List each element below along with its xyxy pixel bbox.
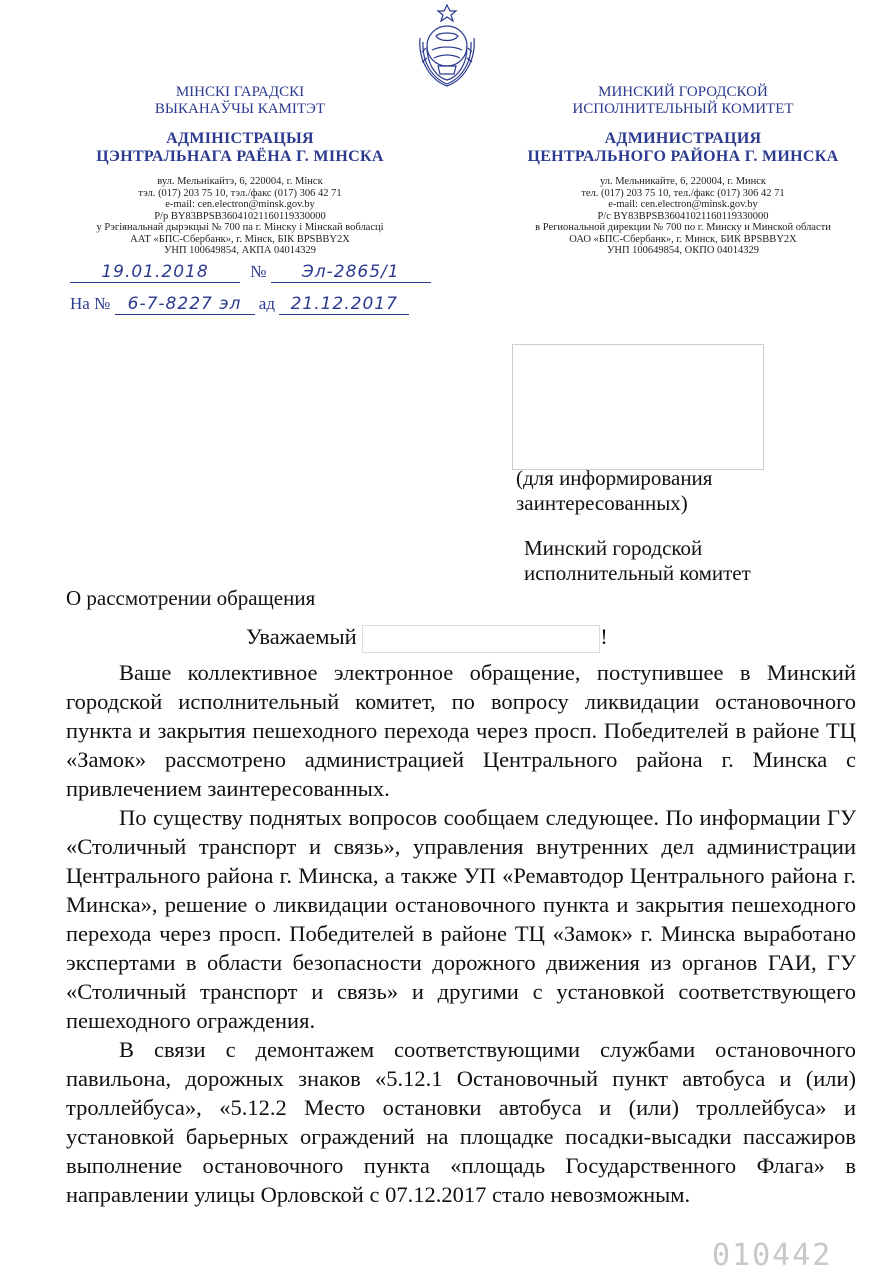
right-detail-email: e-mail: cen.electron@minsk.gov.by xyxy=(608,199,758,210)
right-header-line1: МИНСКИЙ ГОРОДСКОЙ xyxy=(598,84,768,100)
left-detail-phone: тэл. (017) 203 75 10, тэл./факс (017) 306 42 71 xyxy=(138,187,342,199)
right-detail-phone: тел. (017) 203 75 10, тел./факс (017) 306 42 71 xyxy=(581,187,785,199)
left-detail-bank-branch: у Рэгіянальнай дырэкцыі № 700 па г. Мінску і Мінскай вобласці xyxy=(96,222,384,233)
left-detail-account: Р/р BY83BPSB36041021160119330000 xyxy=(154,210,326,222)
left-detail-email: e-mail: cen.electron@minsk.gov.by xyxy=(165,199,315,210)
right-header-title1: АДМИНИСТРАЦИЯ xyxy=(604,130,762,147)
redacted-name xyxy=(362,625,600,653)
recipient-line3: Минский городской xyxy=(524,536,703,560)
registration-date: 19.01.2018 xyxy=(70,262,240,283)
registration-line xyxy=(70,262,450,283)
left-header-line1: МІНСКІ ГАРАДСКІ xyxy=(175,84,305,100)
right-detail-account: Р/с BY83BPSB36041021160119330000 xyxy=(597,210,769,222)
right-header-details xyxy=(488,176,878,257)
left-detail-address: вул. Мельнікайтэ, 6, 220004, г. Мінск xyxy=(157,176,323,187)
left-detail-codes: УНП 100649854, АКПА 04014329 xyxy=(163,245,317,256)
registration-no-label: № xyxy=(250,262,267,281)
right-header-line2: ИСПОЛНИТЕЛЬНЫЙ КОМИТЕТ xyxy=(572,101,794,117)
left-detail-bank: ААТ «БПС-Сбербанк», г. Мінск, БІК BPSBBY2X xyxy=(130,233,350,245)
left-header-title2: ЦЭНТРАЛЬНАГА РАЁНА Г. МІНСКА xyxy=(96,148,384,165)
left-header-title1: АДМІНІСТРАЦЫЯ xyxy=(166,130,314,147)
reference-line xyxy=(70,294,450,315)
reference-from-label: ад xyxy=(258,294,275,313)
right-detail-bank-branch: в Региональной дирекции № 700 по г. Минску и Минской области xyxy=(535,222,831,233)
right-header-title2: ЦЕНТРАЛЬНОГО РАЙОНА Г. МИНСКА xyxy=(527,148,839,165)
salutation-suffix: ! xyxy=(600,624,608,649)
paragraph-1: Ваше коллективное электронное обращение, поступившее в Минский городской исполнительный комитет, по вопросу ликвидации остановочного пункта и закрытия пешеходного перехода через просп. Победителей в районе ТЦ «Замок» рассмотрено администрацией Центрального района г. Минска с привлечением заинтересованных. xyxy=(66,660,856,801)
recipient-line1: (для информирования xyxy=(516,466,713,490)
left-header-details xyxy=(40,176,440,257)
subject: О рассмотрении обращения xyxy=(66,586,316,610)
left-header xyxy=(40,84,440,257)
recipient-block-2 xyxy=(524,536,751,586)
state-emblem xyxy=(414,2,480,88)
reference-label: На № xyxy=(70,294,111,313)
salutation xyxy=(246,624,608,653)
recipient-line4: исполнительный комитет xyxy=(524,561,751,585)
reference-number: 6-7-8227 эл xyxy=(115,294,255,315)
reference-date: 21.12.2017 xyxy=(279,294,409,315)
registration-number: Эл-2865/1 xyxy=(271,262,431,283)
paragraph-3: В связи с демонтажем соответствующими службами остановочного павильона, дорожных знаков «5.12.1 Остановочный пункт автобуса и (или) троллейбуса», «5.12.2 Место остановки автобуса и (или) троллейбуса» и установкой барьерных ограждений на площадке посадки-высадки пассажиров выполнение остановочного пункта «площадь Государственного Флага» в направлении улицы Орловской с 07.12.2017 стало невозможным. xyxy=(66,1037,856,1207)
salutation-prefix: Уважаемый xyxy=(246,624,357,649)
recipient-line2: заинтересованных) xyxy=(516,491,688,515)
right-detail-codes: УНП 100649854, ОКПО 04014329 xyxy=(606,245,760,256)
letter-body xyxy=(66,658,856,1209)
left-header-line2: ВЫКАНАЎЧЫ КАМІТЭТ xyxy=(154,101,326,117)
right-detail-bank: ОАО «БПС-Сбербанк», г. Минск, БИК BPSBBY2X xyxy=(569,233,797,245)
redacted-recipient-box xyxy=(512,344,764,470)
paragraph-2: По существу поднятых вопросов сообщаем следующее. По информации ГУ «Столичный транспорт и связь», управления внутренних дел администрации Центрального района г. Минска, а также УП «Ремавтодор Центрального района г. Минска», решение о ликвидации остановочного пункта и закрытия пешеходного перехода через просп. Победителей в районе ТЦ «Замок» г. Минска выработано экспертами в области безопасности дорожного движения из органов ГАИ, ГУ «Столичный транспорт и связь» и другими с установкой соответствующего пешеходного ограждения. xyxy=(66,805,856,1033)
recipient-block xyxy=(516,466,712,516)
right-detail-address: ул. Мельникайте, 6, 220004, г. Минск xyxy=(599,176,767,187)
right-header xyxy=(488,84,878,257)
serial-number: 010442 xyxy=(712,1238,833,1273)
